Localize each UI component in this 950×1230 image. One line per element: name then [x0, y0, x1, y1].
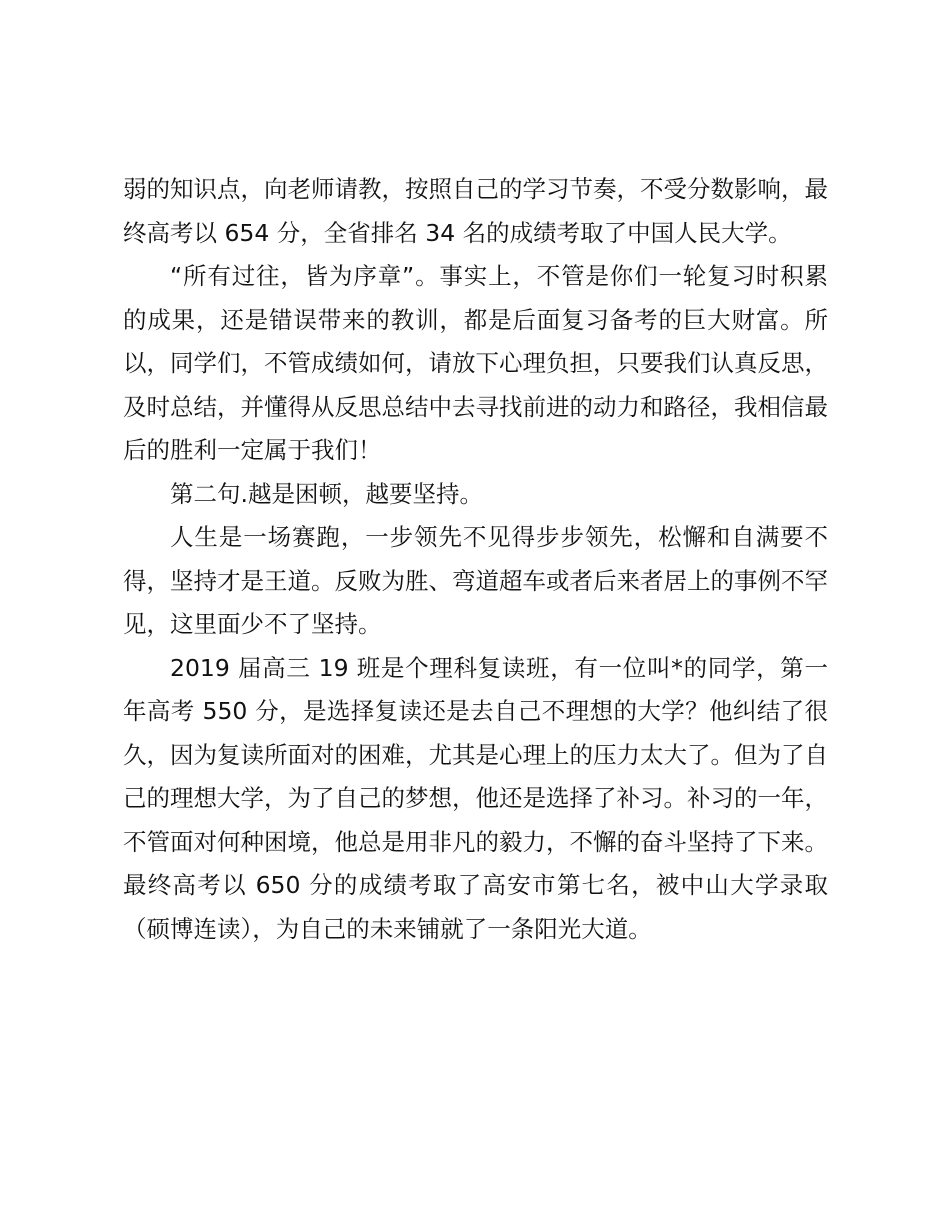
document-body [123, 168, 828, 951]
paragraph-1: 弱的知识点，向老师请教，按照自己的学习节奏，不受分数影响，最终高考以 654 分，全省排名 34 名的成绩考取了中国人民大学。 [123, 175, 828, 247]
paragraph-2: “所有过往，皆为序章”。事实上，不管是你们一轮复习时积累的成果，还是错误带来的教训，都是后面复习备考的巨大财富。所以，同学们，不管成绩如何，请放下心理负担，只要我们认真反思，及时总结，并懂得从反思总结中去寻找前进的动力和路径，我相信最后的胜利一定属于我们！ [123, 262, 828, 464]
paragraph-4: 人生是一场赛跑，一步领先不见得步步领先，松懈和自满要不得，坚持才是王道。反败为胜、弯道超车或者后来者居上的事例不罕见，这里面少不了坚持。 [123, 523, 828, 638]
paragraph-5: 2019 届高三 19 班是个理科复读班，有一位叫*的同学，第一年高考 550 分，是选择复读还是去自己不理想的大学？他纠结了很久，因为复读所面对的困难，尤其是心理上的压力太大了。但为了自己的理想大学，为了自己的梦想，他还是选择了补习。补习的一年，不管面对何种困境，他总是用非凡的毅力，不懈的奋斗坚持了下来。最终高考以 650 分的成绩考取了高安市第七名，被中山大学录取（硕博连读），为自己的未来铺就了一条阳光大道。 [123, 653, 828, 943]
section-heading-second-sentence: 第二句.越是困顿，越要坚持。 [170, 479, 483, 508]
